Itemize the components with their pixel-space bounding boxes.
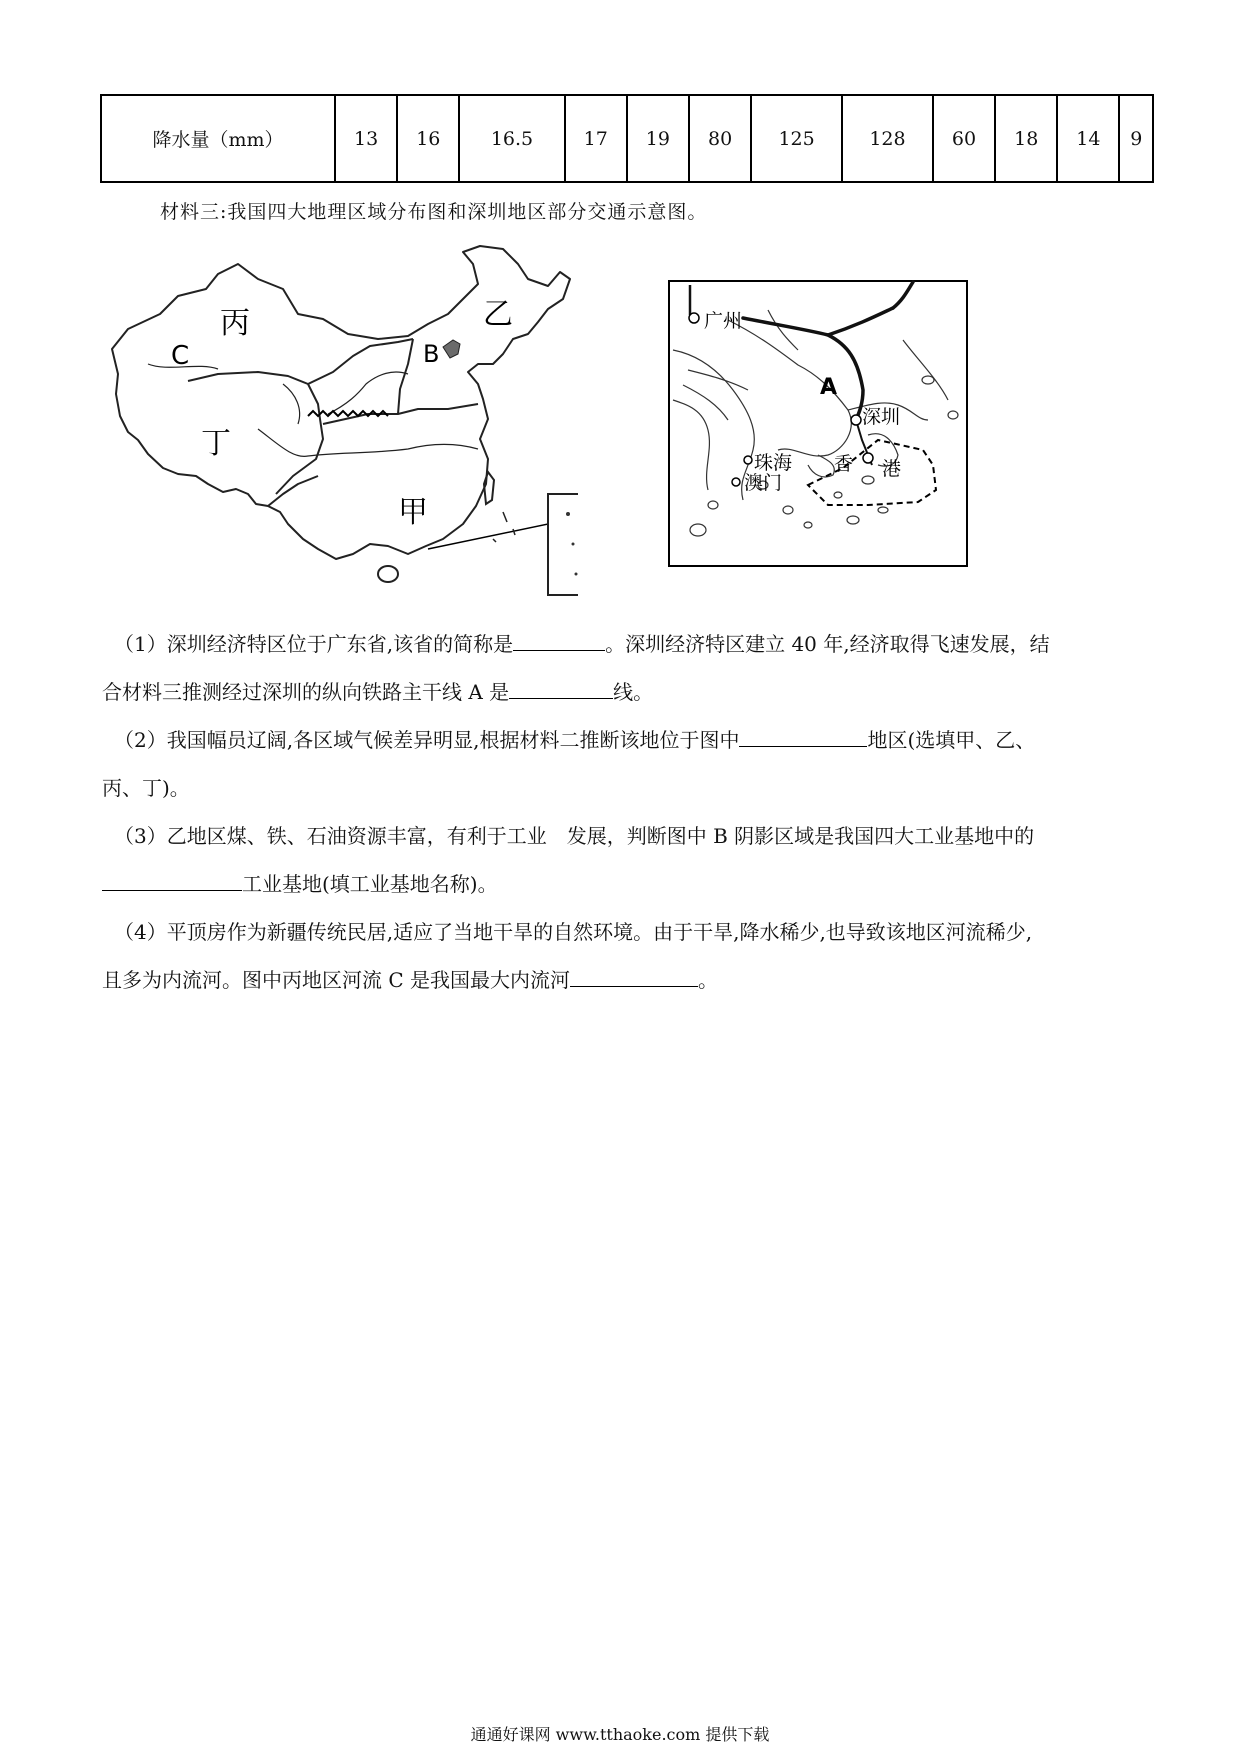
taiwan-island xyxy=(484,472,494,504)
zhuhai-marker xyxy=(744,456,752,464)
label-a: A xyxy=(820,375,838,400)
china-outline xyxy=(112,246,570,559)
label-ding: 丁 xyxy=(201,426,231,461)
question-1 xyxy=(102,620,1136,716)
question-4 xyxy=(102,908,1136,1004)
label-guangzhou: 广州 xyxy=(704,310,743,332)
q1-text-part1: （1）深圳经济特区位于广东省,该省的简称是 xyxy=(114,632,514,656)
question-2 xyxy=(102,716,1136,812)
table-cell: 80 xyxy=(689,95,751,182)
region-boundary xyxy=(268,476,318,506)
q1-text-part2: 。深圳经济特区建立 40 年,经济取得飞速发展，结 xyxy=(605,632,1050,656)
label-jia: 甲 xyxy=(398,495,428,530)
q4-text-part3: 。 xyxy=(698,968,719,992)
q1-answer-blank-1[interactable] xyxy=(513,628,605,651)
table-cell: 125 xyxy=(751,95,842,182)
table-cell: 13 xyxy=(335,95,397,182)
table-cell: 16.5 xyxy=(459,95,564,182)
table-cell: 14 xyxy=(1057,95,1119,182)
q4-text-part2: 且多为内流河。图中丙地区河流 C 是我国最大内流河 xyxy=(102,968,571,992)
table-cell: 17 xyxy=(565,95,627,182)
q2-answer-blank[interactable] xyxy=(739,724,867,747)
label-gang: 港 xyxy=(882,458,902,480)
label-b: B xyxy=(423,340,440,368)
table-cell: 60 xyxy=(933,95,995,182)
q2-text-part2: 地区(选填甲、乙、 xyxy=(867,728,1036,752)
label-shenzhen: 深圳 xyxy=(862,406,901,428)
macau-marker xyxy=(732,478,740,486)
shenzhen-marker xyxy=(851,415,861,425)
table-cell: 18 xyxy=(995,95,1057,182)
label-c: C xyxy=(171,341,190,371)
guangzhou-marker xyxy=(689,313,699,323)
q1-text-part4: 线。 xyxy=(613,680,654,704)
q3-text-part2: 工业基地(填工业基地名称)。 xyxy=(242,872,498,896)
hongkong-marker xyxy=(863,453,873,463)
page-footer: 通通好课网 www.tthaoke.com 提供下载 xyxy=(470,1725,770,1744)
q2-text-part1: （2）我国幅员辽阔,各区域气候差异明显,根据材料二推断该地位于图中 xyxy=(114,728,740,752)
table-cell: 19 xyxy=(627,95,689,182)
q1-answer-blank-2[interactable] xyxy=(509,676,613,699)
region-boundary xyxy=(398,339,413,414)
q3-answer-blank[interactable] xyxy=(102,868,242,891)
label-zhuhai: 珠海 xyxy=(754,452,793,474)
china-regions-map xyxy=(108,244,578,600)
q4-text-part1: （4）平顶房作为新疆传统民居,适应了当地干旱的自然环境。由于干旱,降水稀少,也导致该地区河流稀少, xyxy=(114,920,1033,944)
river xyxy=(283,384,300,424)
river xyxy=(258,429,478,456)
label-xiang: 香 xyxy=(834,453,854,475)
label-bing: 丙 xyxy=(220,306,250,341)
shenzhen-transport-map xyxy=(668,280,968,567)
question-3 xyxy=(114,812,1136,908)
q3-text-part1: （3）乙地区煤、铁、石油资源丰富，有利于工业 发展，判断图中 B 阴影区域是我国四大工业基地中的 xyxy=(114,824,1035,848)
q1-text-part3: 合材料三推测经过深圳的纵向铁路主干线 A 是 xyxy=(102,680,510,704)
material-three-caption: 材料三:我国四大地理区域分布图和深圳地区部分交通示意图。 xyxy=(160,201,708,223)
hainan-island xyxy=(378,566,398,582)
q4-answer-blank[interactable] xyxy=(570,964,698,987)
table-header-cell: 降水量（mm） xyxy=(101,95,335,182)
table-cell: 16 xyxy=(397,95,459,182)
table-cell: 9 xyxy=(1119,95,1153,182)
b-shaded-area xyxy=(443,340,460,358)
label-yi: 乙 xyxy=(483,297,513,332)
table-cell: 128 xyxy=(842,95,933,182)
river xyxy=(328,372,408,414)
label-macau: 澳门 xyxy=(744,472,783,494)
q2-text-part3: 丙、丁)。 xyxy=(102,776,190,800)
region-boundary xyxy=(308,339,413,384)
table-row xyxy=(101,95,1153,182)
precipitation-table xyxy=(100,94,1154,183)
